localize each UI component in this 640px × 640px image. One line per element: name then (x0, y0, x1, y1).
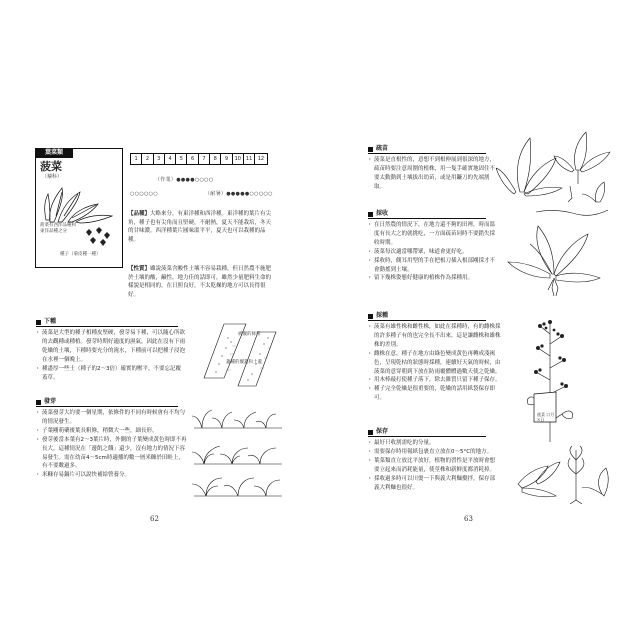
page-number: 62 (150, 515, 159, 523)
section-divider (36, 326, 178, 327)
seed-bag-label: 菠菜 口月×日 (537, 412, 555, 423)
list-item: ・ 米糠存易鍋片可以說快補給營養分。 (36, 471, 188, 480)
rating-work: （作業）●●●●○○○○ (155, 177, 214, 183)
seed-plant-illustration (516, 314, 586, 444)
section-heading-sprout: 發芽 (36, 398, 56, 406)
section-heading-sowing: 下種 (36, 318, 56, 326)
section-heading-harvest: 採收 (368, 210, 388, 218)
list-item: ・ 菠菜有雄性株和雌性株，如此在採種時，有的雌株採的許多種子有的也完全長不出來，這是讓雌株和雄株株的差別。 (368, 323, 504, 350)
list-item: ・ 用木棒敲打使種子落下，除去雜質只留下種子保存。 (368, 376, 504, 385)
right-page (320, 0, 640, 640)
section-heading-storage: 保存 (368, 428, 388, 436)
list-item: ・ 發芽後當本葉有2～3葉片時，外側的子葉變成黃色時即不再長大，這種情況在「邊飢之餓」還少，沒有地力的情況下容易發生。需在幼苗4～5cm時適播的數一層米糠於田畦上，有不要數過多。 (36, 436, 188, 472)
trait-info (128, 265, 276, 299)
variety-label: 【品種】 (128, 211, 151, 217)
list-item: ・ 種子完全乾燥是很重要的，乾燥的話用紙袋保存即可。 (368, 385, 504, 403)
month-cell: 6 (187, 154, 198, 164)
list-item: ・ 菠菜發芽大約要一個星期，依條件的不同有時候會有不均勻的情況發生。 (36, 409, 188, 427)
square-bullet-icon (36, 320, 41, 325)
variety-info (128, 210, 276, 244)
month-cell: 9 (221, 154, 232, 164)
thinning-bullets (368, 156, 496, 192)
list-item: ・ 最好只收割需吃的分量。 (368, 439, 498, 448)
month-cell: 3 (154, 154, 165, 164)
category-tab: 葉菜類 (35, 148, 73, 158)
rating-heat: （耐暑）●●●●●○○○○○ (205, 191, 273, 197)
trait-label: 【性質】 (128, 266, 151, 272)
storage-illustration (516, 444, 616, 504)
page-number: 63 (464, 515, 473, 523)
section-divider (368, 436, 486, 437)
list-item: ・ 採收過多時可以川燙一下與義大利麵攪拌，保存部義大利麵也很好。 (368, 475, 498, 493)
month-cell: 5 (176, 154, 187, 164)
section-divider (368, 218, 486, 219)
harvest-illustration (504, 222, 604, 298)
month-calendar (130, 153, 268, 165)
list-item: ・ 在日然農的情況下，在地力還不夠的田裡，時而溫度有長大之的就挑吃，一方面疏苗同時不要錯失採收時期。 (368, 221, 496, 248)
month-cell: 7 (199, 154, 210, 164)
spinach-plant-illustration (40, 180, 118, 224)
month-cell: 1 (131, 154, 142, 164)
square-bullet-icon (368, 314, 373, 319)
list-item: ・ 種盡厚一些土（種子的2～3倍）確實的壓平，不要忘記覆蓋草。 (36, 365, 186, 383)
harvest-bullets (368, 221, 496, 283)
variety-text: 大略來分，有東洋種和西洋種。東洋種的葉片有尖角，種子也有尖角而且堅硬，不耐熱，夏天不能栽培，冬天的甘味濃。西洋種葉片圓味溫平平，夏天也可以栽種的品種。 (128, 211, 272, 243)
seed-label: 種子（菊皮種一種） (60, 252, 101, 257)
list-item: ・ 需要保存時用報紙包裹直立放在0～5°C的地方。 (368, 448, 498, 457)
section-divider (36, 406, 178, 407)
sprout-bullets (36, 409, 188, 480)
section-heading-seed: 採種 (368, 312, 388, 320)
list-item: ・ 菠菜是直根性的，意想不到根伸展到很深的地方，疏苗時要注意周圍的植株，用一隻手確實地固住不要太動動到土壤拔出幼苗，或是用鐮刀的先端割取。 (368, 156, 496, 192)
furrow-label-a: 被覆的條帶 (238, 332, 261, 337)
plant-family: （藜科） (42, 174, 63, 180)
square-bullet-icon (36, 400, 41, 405)
thinning-illustration (496, 122, 616, 220)
month-cell: 2 (142, 154, 153, 164)
month-cell: 11 (244, 154, 255, 164)
plant-name: 菠菜 (40, 160, 62, 173)
section-divider (368, 320, 486, 321)
month-cell: 10 (233, 154, 244, 164)
rating-left: ○○○○○○ (130, 191, 158, 197)
list-item: ・ 雌株在意，種子在地方由綠色變成黃色再轉成淺褐色，呈現乾枯的狀態時採種，連續好天氣的時候，由菠菜的意穿朝到下放在防雨覆體體過數天使之乾燥。 (368, 350, 504, 377)
section-divider (368, 153, 486, 154)
month-cell: 12 (257, 156, 265, 162)
list-item: ・ 子葉剛萌蘗後葉長粗條，稍微大一些，細長形。 (36, 427, 188, 436)
list-item: ・ 菠菜是大型的種子相種皮堅硬，發芽易下種，可以隨心所欲的去觀種或種植。發芽時期好適度的濕氣，因此在沒有下雨乾燥的土壤，下種時要充分的澆水，下種前可以把種子浸泡在水裡一個晚上。 (36, 329, 186, 365)
seed-bullets (368, 323, 504, 403)
trait-text: 雖說菠菜含酸性土壤不容易栽種，但日然農不施肥於土壤的酸，鹼性，地力佳的話即可，雖然少量肥料生命的樣貌是相同的，在日照良好，不太乾燥的地方可以長得很好。 (128, 266, 272, 298)
list-item: ・ 採收時，側耳用型的手在把根刀插入根部剛採才不會動搖到土壤。 (368, 257, 496, 275)
section-heading-thinning: 疏苗 (368, 145, 388, 153)
sowing-bullets (36, 329, 186, 382)
furrow-label-b: 蓋種的覆蓋和土蓋 (226, 360, 262, 365)
month-cell: 4 (165, 154, 176, 164)
plant-caption: 菠菜有西洋品種和東洋品種之分 (40, 223, 76, 234)
list-item: ・ 菠菜每次適當哪帶眾，味道會更好吃。 (368, 248, 496, 257)
storage-bullets (368, 439, 498, 492)
seed-illustration (80, 226, 114, 250)
furrow-illustration (186, 318, 284, 396)
list-item: ・ 留下幾株姿態好健康的植株作為採種用。 (368, 274, 496, 283)
square-bullet-icon (368, 212, 373, 217)
month-cell: 8 (210, 154, 221, 164)
list-item: ・ 葉菜類直立放比平放好，植物的習性是平放時會想要立起來而消耗能量，使莖株和新鮮度都消耗掉。 (368, 457, 498, 475)
square-bullet-icon (368, 147, 373, 152)
square-bullet-icon (368, 430, 373, 435)
sprouts-illustration (192, 398, 284, 498)
